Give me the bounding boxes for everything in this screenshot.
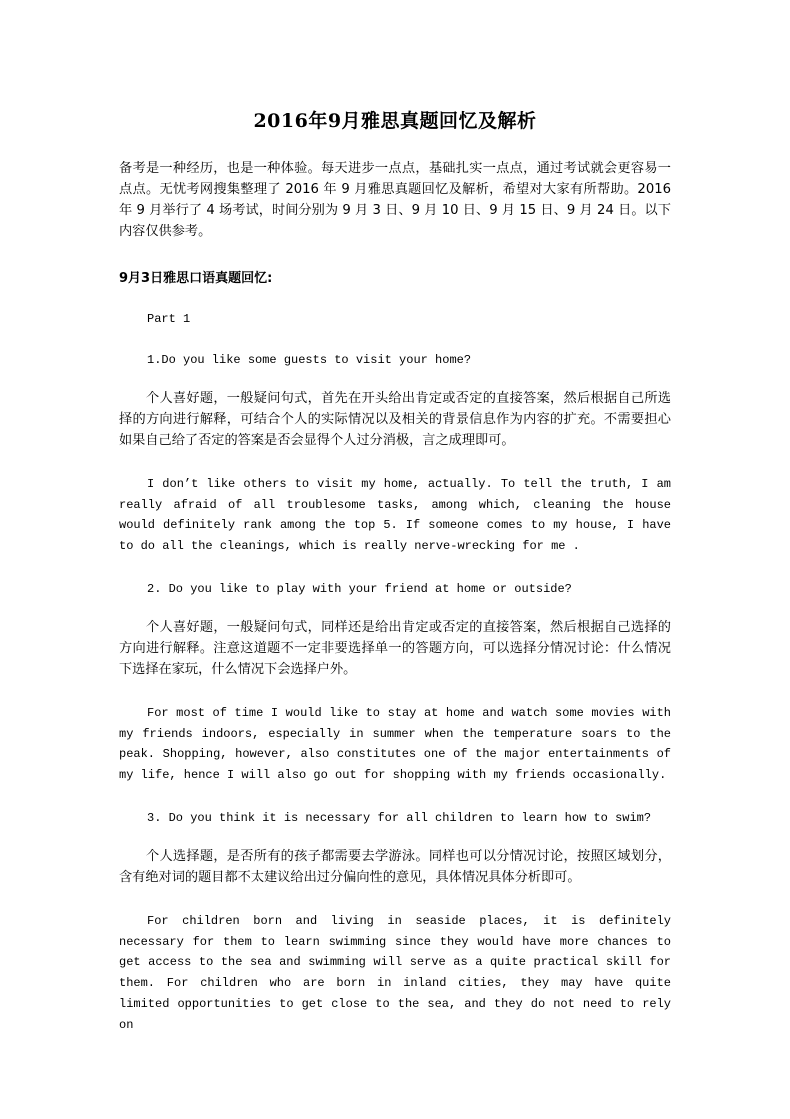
question-3: 3. Do you think it is necessary for all children to learn how to swim?: [147, 811, 652, 825]
question-1-analysis: 个人喜好题，一般疑问句式，首先在开头给出肯定或否定的直接答案，然后根据自己所选择的方向进行解释，可结合个人的实际情况以及相关的背景信息作为内容的扩充。不需要担心如果自己给了否定的答案是否会显得个人过分消极，言之成理即可。: [119, 391, 671, 448]
question-2-analysis: 个人喜好题，一般疑问句式，同样还是给出肯定或否定的直接答案，然后根据自己选择的方向进行解释。注意这道题不一定非要选择单一的答题方向，可以选择分情况讨论：什么情况下选择在家玩，什么情况下会选择户外。: [119, 620, 671, 677]
question-1-answer: I don’t like others to visit my home, actually. To tell the truth, I am really afraid of all troublesome tasks, among which, cleaning the house would definitely rank among the top 5. If someone comes to my house, I have to do all the cleanings, which is really nerve-wrecking for me .: [119, 477, 671, 554]
question-3-analysis: 个人选择题，是否所有的孩子都需要去学游泳。同样也可以分情况讨论，按照区域划分，含有绝对词的题目都不太建议给出过分偏向性的意见，具体情况具体分析即可。: [119, 849, 671, 885]
intro-paragraph: 备考是一种经历，也是一种体验。每天进步一点点，基础扎实一点点，通过考试就会更容易一点点。无忧考网搜集整理了 2016 年 9 月雅思真题回忆及解析，希望对大家有所帮助。2016 年 9 月举行了 4 场考试，时间分别为 9 月 3 日、9 月 10 日、9 月 15 日、9 月 24 日。以下内容仅供参考。: [119, 161, 671, 239]
question-2-answer: For most of time I would like to stay at home and watch some movies with my friends indoors, especially in summer when the temperature soars to the peak. Shopping, however, also constitutes one of the major entertainments of my life, hence I will also go out for shopping with my friends occasionally.: [119, 706, 671, 783]
question-1: 1.Do you like some guests to visit your home?: [147, 353, 472, 367]
part-label: Part 1: [147, 312, 191, 326]
question-2: 2. Do you like to play with your friend at home or outside?: [147, 582, 572, 596]
question-3-answer: For children born and living in seaside places, it is definitely necessary for them to learn swimming since they would have more chances to get access to the sea and swimming will serve as a quite practical skill for them. For children who are born in inland cities, they may have quite limited opportunities to get close to the sea, and they do not need to rely on: [119, 914, 671, 1032]
document-title: 2016年9月雅思真题回忆及解析: [253, 110, 537, 132]
section-heading: 9月3日雅思口语真题回忆:: [119, 271, 273, 286]
